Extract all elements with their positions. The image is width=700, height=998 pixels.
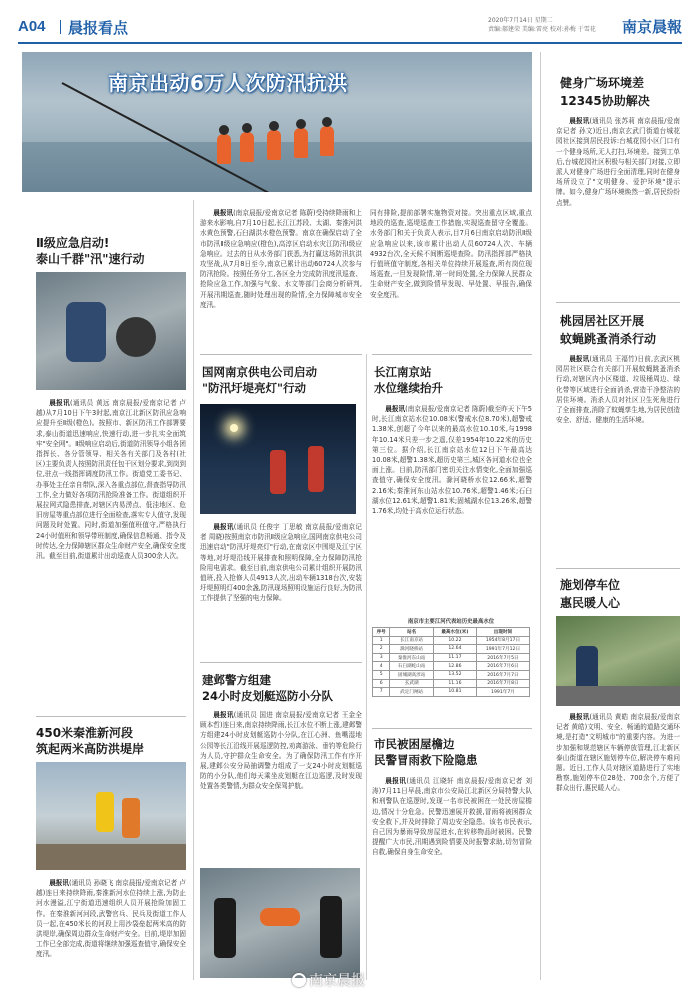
mid-a1-body (200, 522, 362, 654)
mid-a2-byline: 晨报讯 (213, 711, 234, 719)
page-number: A04 (18, 18, 46, 35)
mid2-a2-body-text: (通讯员 江晓轩 南京晨报/爱南京记者 刘涛)7月11日早晨,南京市公安局江北新区分局特警大队和刑警队在巡逻时,发现一名市民被困在一处民房屋檐边,情况十分危急。民警迅速展开救援,冒雨将被困群众安全救下,并及时排除了周边安全隐患。该名市民表示,自己因为暴雨导致房屋进水,在转移物品时被困。民警提醒广大市民,汛期遇到险情要及时报警求助,切勿冒险自救,确保自身生命安全。 (372, 777, 532, 857)
mid-a1-headline-2: "防汛圩堤亮灯"行动 (202, 381, 306, 395)
divider (556, 568, 680, 569)
hero-rescuer (267, 130, 281, 160)
photo-ground (36, 844, 186, 870)
divider (372, 354, 532, 355)
mid2-a1-headline-2: 水位继续抬升 (374, 381, 443, 395)
table-row: 4 石臼湖蛇山站 12.86 2016年7月6日 (373, 662, 530, 671)
hero-body-1 (200, 208, 362, 348)
table-header: 出现时间 (476, 628, 529, 637)
table-row: 7 武定门闸站 10.81 1991年7月 (373, 688, 530, 697)
photo-figure (308, 446, 324, 492)
right-a1-headline-2: 12345协助解决 (560, 94, 650, 108)
table-header: 最高水位(米) (433, 628, 476, 637)
right-a2-body (556, 354, 680, 562)
left-a2-photo (36, 762, 186, 870)
mid2-a2-byline: 晨报讯 (385, 777, 407, 785)
mid-a2-headline-2: 24小时皮划艇巡防小分队 (202, 689, 334, 703)
column-rule (193, 200, 194, 980)
right-a1-byline: 晨报讯 (569, 117, 590, 125)
left-a1-body-text: (通讯员 黄远 南京晨报/爱南京记者 卢越)从7月10日下午3时起,南京江北新区防汛应急响应提升至Ⅱ级(橙色)。按照市、新区防汛工作部署要求,泰山街道迅速响应,快速行动,进一步扎实全面筑牢"安全网"。Ⅱ级响应启动后,街道防汛领导小组各团指挥长、各分管领导、相关各有关部门及各村(社区)主要负责人按照防汛责任包干区划分要求,到岗到位,驻点一线指挥调度防汛工作。街道党工委书记、办事处主任亲自带队,深入各重点部位,督查指导防汛工作,全力做好各项防汛抢险准备工作。街道组织开展拉网式隐患排查,对辖区内易涝点、低洼地区、危旧房屋等重点部位进行全面检查,落实专人值守,发现问题及时处置。同时,街道加强值班值守,严格执行24小时值班和领导带班制度,确保信息畅通、指令及时传达,全力保障辖区群众生命财产安全,确保安全度汛。截至目前,街道累计出动巡查人员300余人次。 (36, 399, 186, 561)
page-header (18, 14, 682, 44)
photo-road (556, 686, 680, 706)
photo-figure (122, 798, 140, 838)
watermark (292, 970, 365, 990)
right-a2-headline-1: 桃园居社区开展 (560, 314, 645, 328)
mid-a2-body-text: (通讯员 国进 南京晨报/爱南京记者 王金全 顾本哲)连日来,南京持续降雨,长江水位不断上涨,建邺警方组建24小时皮划艇巡防小分队,在江心洲、鱼嘴湿地公园等长江沿线开展巡逻防控,劝离游泳、垂钓等危险行为人员,守护群众生命安全。为了确保防汛工作有序开展,建邺公安分局抽调警力组成了一支24小时皮划艇巡防的小分队,他们每天乘坐皮划艇在江边巡逻,及时发现处置各类警情,为群众安全保驾护航。 (200, 711, 362, 791)
column-rule (540, 52, 541, 980)
mid2-a1-body (372, 404, 532, 610)
mid-a2-body (200, 710, 362, 862)
table-row: 6 玄武湖 11.16 2016年7月8日 (373, 679, 530, 688)
right-a2-headline-2: 蚊蝇跳蚤消杀行动 (560, 332, 657, 346)
divider (200, 354, 362, 355)
left-a1-headline-2: 泰山千群"汛"速行动 (36, 252, 145, 266)
right-a2-byline: 晨报讯 (569, 355, 590, 363)
column-rule (366, 354, 367, 980)
mid2-a1-body-text: (南京晨报/爱南京记者 陈蔚)截至昨天下午5时,长江南京站水位10.08米(警戒水位8.70米),超警戒1.38米,创超了今年以来的最高水位10.10米,与1998年10.14米只差一步之遥,仅差1954年10.22米的历史第三位。据介绍,长江南京站水位12日下午最高达10.08米,超警1.38米,超历史第三,城区各河道水位也全面上涨。目前,防汛部门密切关注水情变化,全面加强巡查值守,确保安全度汛。滁河晓桥水位12.66米,超警2.16米;秦淮河东山站水位10.76米,超警1.46米;石臼湖水位12.61米,超警1.81米;固城湖水位13.26米,超警1.76米,均处于高水位运行状态。 (372, 405, 532, 516)
mid2-a1-headline-1: 长江南京站 (374, 365, 432, 379)
left-a1-byline: 晨报讯 (49, 399, 70, 407)
hero-body-text: (南京晨报/爱南京记者 陈蔚)受持续降雨和上游来水影响,自7月10日起,长江江苏段、太湖、秦淮河洪水黄色预警,石臼湖洪水橙色预警。南京在确保启动了全市防汛Ⅱ级应急响应(橙色),高淳区启动水灾江防汛Ⅰ级应急响应。过去的日从水务部门获悉,为打赢这场防汛抗洪攻坚战,从7月8日至今,南京已累计出动60724人次参与防汛抢险。按照任务分工,各区全力完成防汛度汛巡查、抢险应急工作,加强与气象、水文等部门会商分析研判,开展汛期巡查,随时处理出现的险情,全力保障城市安全度汛。 (200, 209, 362, 309)
photo-object (116, 317, 156, 357)
hero-headline: 南京出动6万人次防汛抗洪 (108, 71, 348, 95)
table-row: 3 秦淮河东山站 11.17 2016年7月5日 (373, 653, 530, 662)
brand-logo: 南京晨報 (621, 18, 682, 36)
photo-figure (320, 896, 342, 958)
table-caption: 南京市主要江河代表站历史最高水位 (407, 619, 495, 625)
right-a3-headline-1: 施划停车位 (560, 578, 621, 592)
hero-byline: 晨报讯 (213, 209, 234, 217)
photo-lamp (230, 424, 238, 432)
mid-a1-headline-1: 国网南京供电公司启动 (202, 365, 317, 379)
right-a3-body-text: (通讯员 黄皓 南京晨报/爱南京记者 黄皓)文明、安全、畅通的道路交通环境,是打造"文明城市"的重要内容。为进一步加强和规范辖区车辆停放管理,江北新区泰山街道在辖区施划停车位,解决停车难问题。近日,工作人员对辖区道路进行了实地勘察,施划停车位28处、700余个,方便了群众出行,惠民暖人心。 (556, 713, 680, 793)
table-header: 序号 (373, 628, 390, 637)
divider (36, 716, 186, 717)
hero-body-2: 同有排险,提前部署实施物资对接。突出重点区域,重点地段的巡查,巡堤巡查工作措施,实现巡查留守全覆盖。水务部门和关于负责人表示,目7月6日南京启动防汛Ⅱ级应急响应以来,该市累计出动人员60724人次、车辆4932台次,全天候不间断巡堤查险。防汛指挥部严格执行值班值守制度,各相关单位持续开展巡查,所有岗位现场巡查,一旦发现险情,第一时间处置,全力保障人民群众生命财产安全,做到险情早发现、早处置、早报告,确保安全度汛。 (370, 209, 532, 299)
left-a1-headline-1: Ⅱ级应急启动! (36, 236, 110, 250)
section-title: 晨报看点 (68, 19, 129, 37)
hero-rescuer (240, 132, 254, 162)
left-a2-body-text: (通讯员 孙晓飞 南京晨报/爱南京记者 卢越)连日来持续降雨,秦淮新河水位持续上涨,为防止河水漫溢,江宁街道迅速组织人员开展抢险加固工作。在秦淮新河河段,武警官兵、民兵及街道工作人员一起,在450米长的河段上用沙袋垒起两米高的防洪堤岸,确保周边群众生命财产安全。目前,堤岸加固工作已全部完成,街道将继续加强巡查值守,确保安全度汛。 (36, 879, 186, 959)
mid-a1-body-text: (通讯员 任俊宇 丁思敏 南京晨报/爱南京记者 周晓)按照南京市防汛Ⅱ级应急响应,国网南京供电公司迅速启动"防汛圩堤亮灯"行动,在南京区中围堤及江宁区等地,对圩堤沿线开展排查和照明保障,全力保障防汛抢险用电需求。截至目前,南京供电公司累计组织开展防汛值班,投入抢修人员4913人次,出动车辆1318台次,安装圩堤照明灯400余盏,防汛现场照明设施运行良好,为防汛工作提供了坚强的电力保障。 (200, 523, 362, 603)
photo-figure (270, 450, 286, 494)
photo-boat (260, 908, 300, 926)
photo-figure (96, 792, 114, 832)
photo-figure (214, 898, 236, 958)
right-a1-headline-1: 健身广场环境差 (560, 76, 645, 90)
mid-a1-byline: 晨报讯 (213, 523, 234, 531)
right-a1-body-text: (通讯员 张苏莉 南京晨报/爱南京记者 孙文)近日,南京玄武门街道台城花园社区接到居民投诉:台城花园小区门口有一个健身场所,无人打扫,环境差。接到工单后,台城花园社区积极与相关部门对接,立即派人对健身广场进行全面清理,同时在健身场所设立了"文明健身、爱护环境"提示牌。如今,健身广场环境焕然一新,居民纷纷点赞。 (556, 117, 680, 207)
water-level-table (372, 617, 530, 697)
hero-rescuer (294, 128, 308, 158)
right-a3-byline: 晨报讯 (569, 713, 590, 721)
mid-a1-photo (200, 404, 356, 514)
table-header-row (373, 628, 530, 637)
hero-rescuer (320, 126, 334, 156)
mid2-a2-headline-1: 市民被困屋檐边 (374, 737, 455, 751)
mid-a2-photo (200, 868, 360, 978)
mid2-a1-byline: 晨报讯 (385, 405, 406, 413)
divider (372, 728, 532, 729)
mid2-a2-body (372, 776, 532, 972)
left-a2-body (36, 878, 186, 978)
right-a3-photo (556, 616, 680, 706)
table-row: 2 滁河晓桥站 12.64 1991年7月12日 (373, 645, 530, 654)
right-a3-body (556, 712, 680, 974)
left-a2-byline: 晨报讯 (49, 879, 70, 887)
right-a2-body-text: (通讯员 王福竹)日前,玄武区桃园居社区联合有关部门开展蚊蝇跳蚤消杀行动,对辖区内小区楼道、垃圾桶周边、绿化带等区域进行全面消杀,营造干净整洁的居住环境。消杀人员对社区卫生死角进行了全面排查,消除了蚊蝇孳生地,为居民创造安全、舒适、健康的生活环境。 (556, 355, 680, 425)
header-divider (60, 20, 61, 34)
editor-line: 责编:郝建荣 美编:雷亮 校对:孙梅 于雪花 (488, 26, 596, 33)
photo-figure (66, 302, 106, 362)
hero-rescuer (217, 134, 231, 164)
right-a3-headline-2: 惠民暖人心 (560, 596, 621, 610)
divider (200, 662, 362, 663)
table-row: 5 固城湖高淳站 13.52 2016年7月7日 (373, 670, 530, 679)
watermark-text: 南京晨报 (309, 973, 365, 989)
mid-a2-headline-1: 建邺警方组建 (202, 673, 271, 687)
left-a1-body (36, 398, 186, 710)
table-row: 1 长江南京站 10.22 1954年8月17日 (373, 636, 530, 645)
header-meta (488, 16, 628, 34)
right-a1-body (556, 116, 680, 294)
weibo-icon (292, 973, 306, 987)
left-a2-headline-1: 450米秦淮新河段 (36, 726, 134, 740)
mid2-a2-headline-2: 民警冒雨救下险隐患 (374, 753, 478, 767)
divider (556, 302, 680, 303)
date-line: 2020年7月14日 星期二 (488, 17, 553, 24)
left-a1-photo (36, 272, 186, 390)
left-a2-headline-2: 筑起两米高防洪堤岸 (36, 742, 145, 756)
table-header: 站名 (390, 628, 434, 637)
